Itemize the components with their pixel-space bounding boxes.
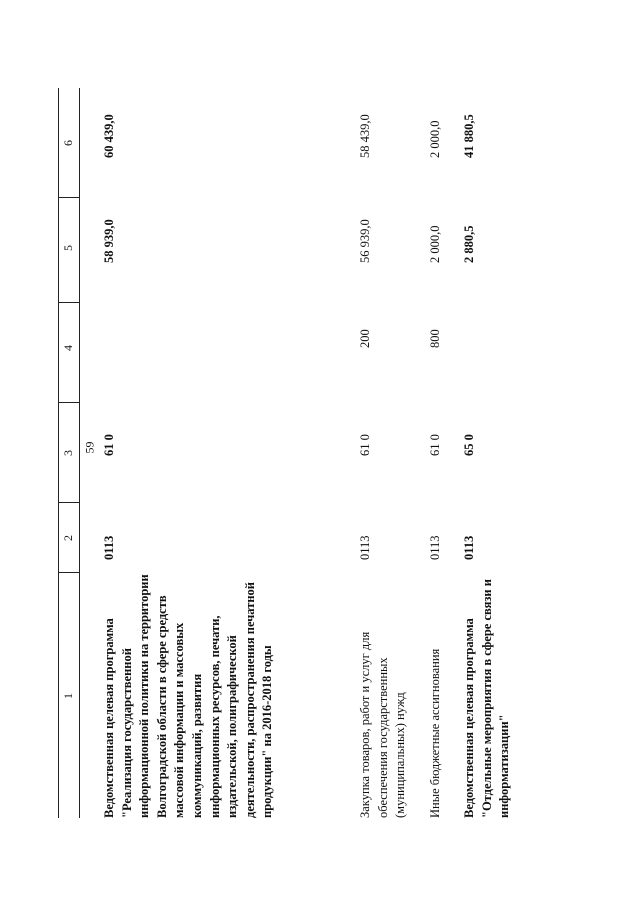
header-col-1: 1: [61, 693, 75, 699]
row-1-col5: 58 939,0: [102, 219, 116, 263]
row-3-col5: 2 000,0: [428, 225, 442, 263]
header-col-2: 2: [61, 535, 75, 541]
row-3-col6: 2 000,0: [428, 120, 442, 158]
header-col-4: 4: [61, 345, 75, 351]
header-divider: [58, 572, 79, 573]
row-2-col3: 61 0: [358, 434, 372, 456]
header-divider: [58, 197, 79, 198]
header-divider: [58, 302, 79, 303]
row-2-col5: 56 939,0: [358, 219, 372, 263]
row-4-name: Ведомственная целевая программа "Отдельные мероприятия в сфере связи и информатизации": [462, 579, 512, 818]
row-2-col6: 58 439,0: [358, 114, 372, 158]
header-divider: [58, 502, 79, 503]
rotated-table: [25, 88, 585, 818]
row-2-name: Закупка товаров, работ и услуг для обеспечения государственных (муниципальных) нужд: [358, 631, 408, 818]
row-2-col2: 0113: [358, 535, 372, 560]
header-col-5: 5: [61, 245, 75, 251]
row-3-name: Иные бюджетные ассигнования: [428, 648, 442, 818]
row-3-col3: 61 0: [428, 434, 442, 456]
row-4-col2: 0113: [462, 535, 476, 560]
header-col-3: 3: [61, 450, 75, 456]
row-1-name: Ведомственная целевая программа "Реализация государственной информационной политики на территории Волгоградской области в сфере средств массовой информации и массовых коммуникаций, развития информационных ресурсов, печати, издательской, полиграфической деятельности, распространения печатной продукции" на 2016-2018 годы: [102, 574, 275, 818]
row-3-col2: 0113: [428, 535, 442, 560]
header-col-6: 6: [61, 140, 75, 146]
row-3-col4: 800: [428, 329, 442, 348]
row-4-col5: 2 880,5: [462, 225, 476, 263]
row-2-col4: 200: [358, 329, 372, 348]
row-4-col6: 41 880,5: [462, 114, 476, 158]
header-bottom-rule: [79, 88, 80, 818]
header-divider: [58, 402, 79, 403]
row-4-col3: 65 0: [462, 434, 476, 456]
row-1-col3: 61 0: [102, 434, 116, 456]
page-number: 59: [82, 441, 97, 454]
row-1-col2: 0113: [102, 535, 116, 560]
row-1-col6: 60 439,0: [102, 114, 116, 158]
